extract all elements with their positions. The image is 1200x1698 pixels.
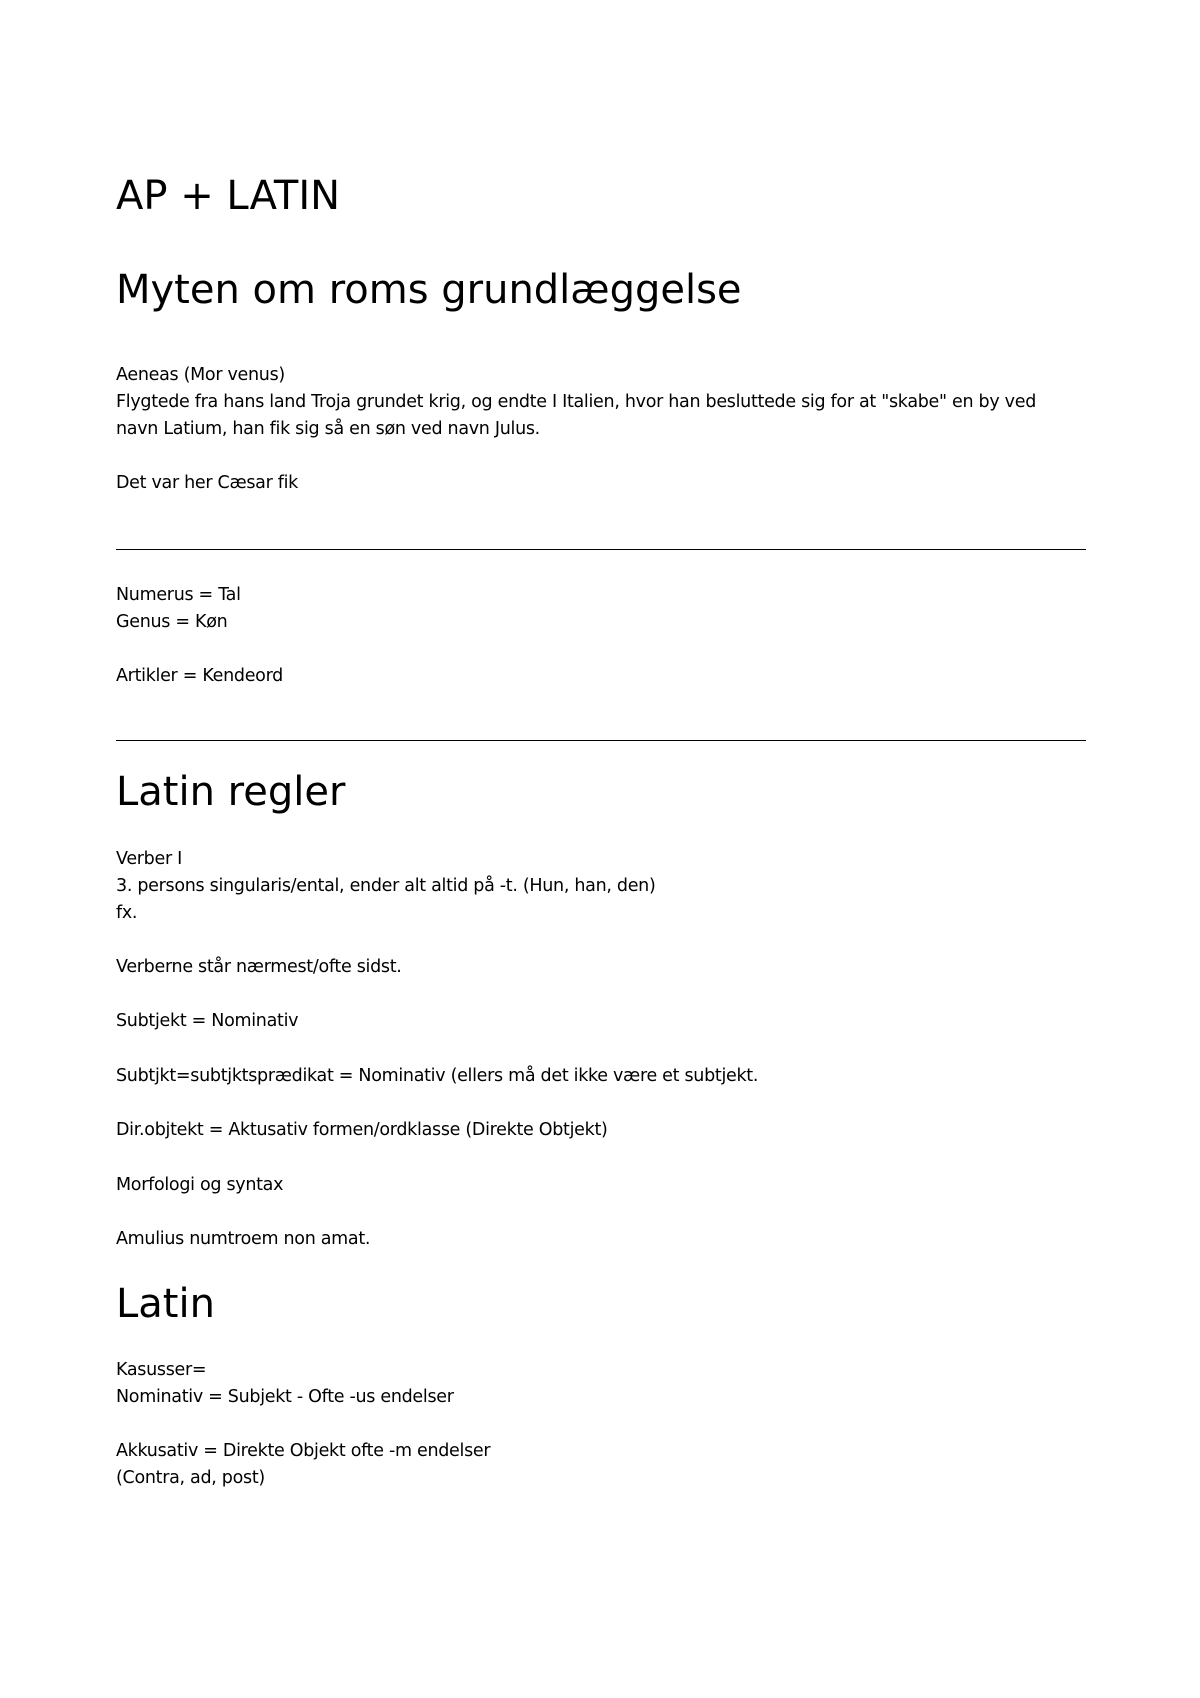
text-line: Aeneas (Mor venus) xyxy=(116,365,285,385)
text-line: Artikler = Kendeord xyxy=(116,666,283,686)
text-line: Verberne står nærmest/ofte sidst. xyxy=(116,957,402,977)
text-line: Nominativ = Subjekt - Ofte -us endelser xyxy=(116,1387,454,1407)
horizontal-divider xyxy=(116,549,1086,550)
text-line: 3. persons singularis/ental, ender alt altid på -t. (Hun, han, den) xyxy=(116,876,656,896)
text-line: Dir.objtekt = Aktusativ formen/ordklasse (Direkte Obtjekt) xyxy=(116,1120,608,1140)
text-line: Det var her Cæsar fik xyxy=(116,473,298,493)
text-line: navn Latium, han fik sig så en søn ved navn Julus. xyxy=(116,419,540,439)
heading-latin-regler: Latin regler xyxy=(116,769,346,815)
text-line: Genus = Køn xyxy=(116,612,228,632)
text-line: (Contra, ad, post) xyxy=(116,1468,265,1488)
text-line: fx. xyxy=(116,903,138,923)
text-line: Amulius numtroem non amat. xyxy=(116,1229,371,1249)
text-line: Flygtede fra hans land Troja grundet krig, og endte I Italien, hvor han besluttede sig for at "skabe" en by ved xyxy=(116,392,1037,412)
heading-latin: Latin xyxy=(116,1281,215,1327)
text-line: Kasusser= xyxy=(116,1360,207,1380)
document-title: AP + LATIN xyxy=(116,173,341,219)
text-line: Subtjekt = Nominativ xyxy=(116,1011,299,1031)
text-line: Subtjkt=subtjktsprædikat = Nominativ (ellers må det ikke være et subtjekt. xyxy=(116,1066,759,1086)
text-line: Morfologi og syntax xyxy=(116,1175,284,1195)
text-line: Numerus = Tal xyxy=(116,585,241,605)
text-line: Akkusativ = Direkte Objekt ofte -m endelser xyxy=(116,1441,491,1461)
text-line: Verber I xyxy=(116,849,182,869)
horizontal-divider xyxy=(116,740,1086,741)
document-page xyxy=(116,0,1086,1698)
heading-myten: Myten om roms grundlæggelse xyxy=(116,267,742,313)
